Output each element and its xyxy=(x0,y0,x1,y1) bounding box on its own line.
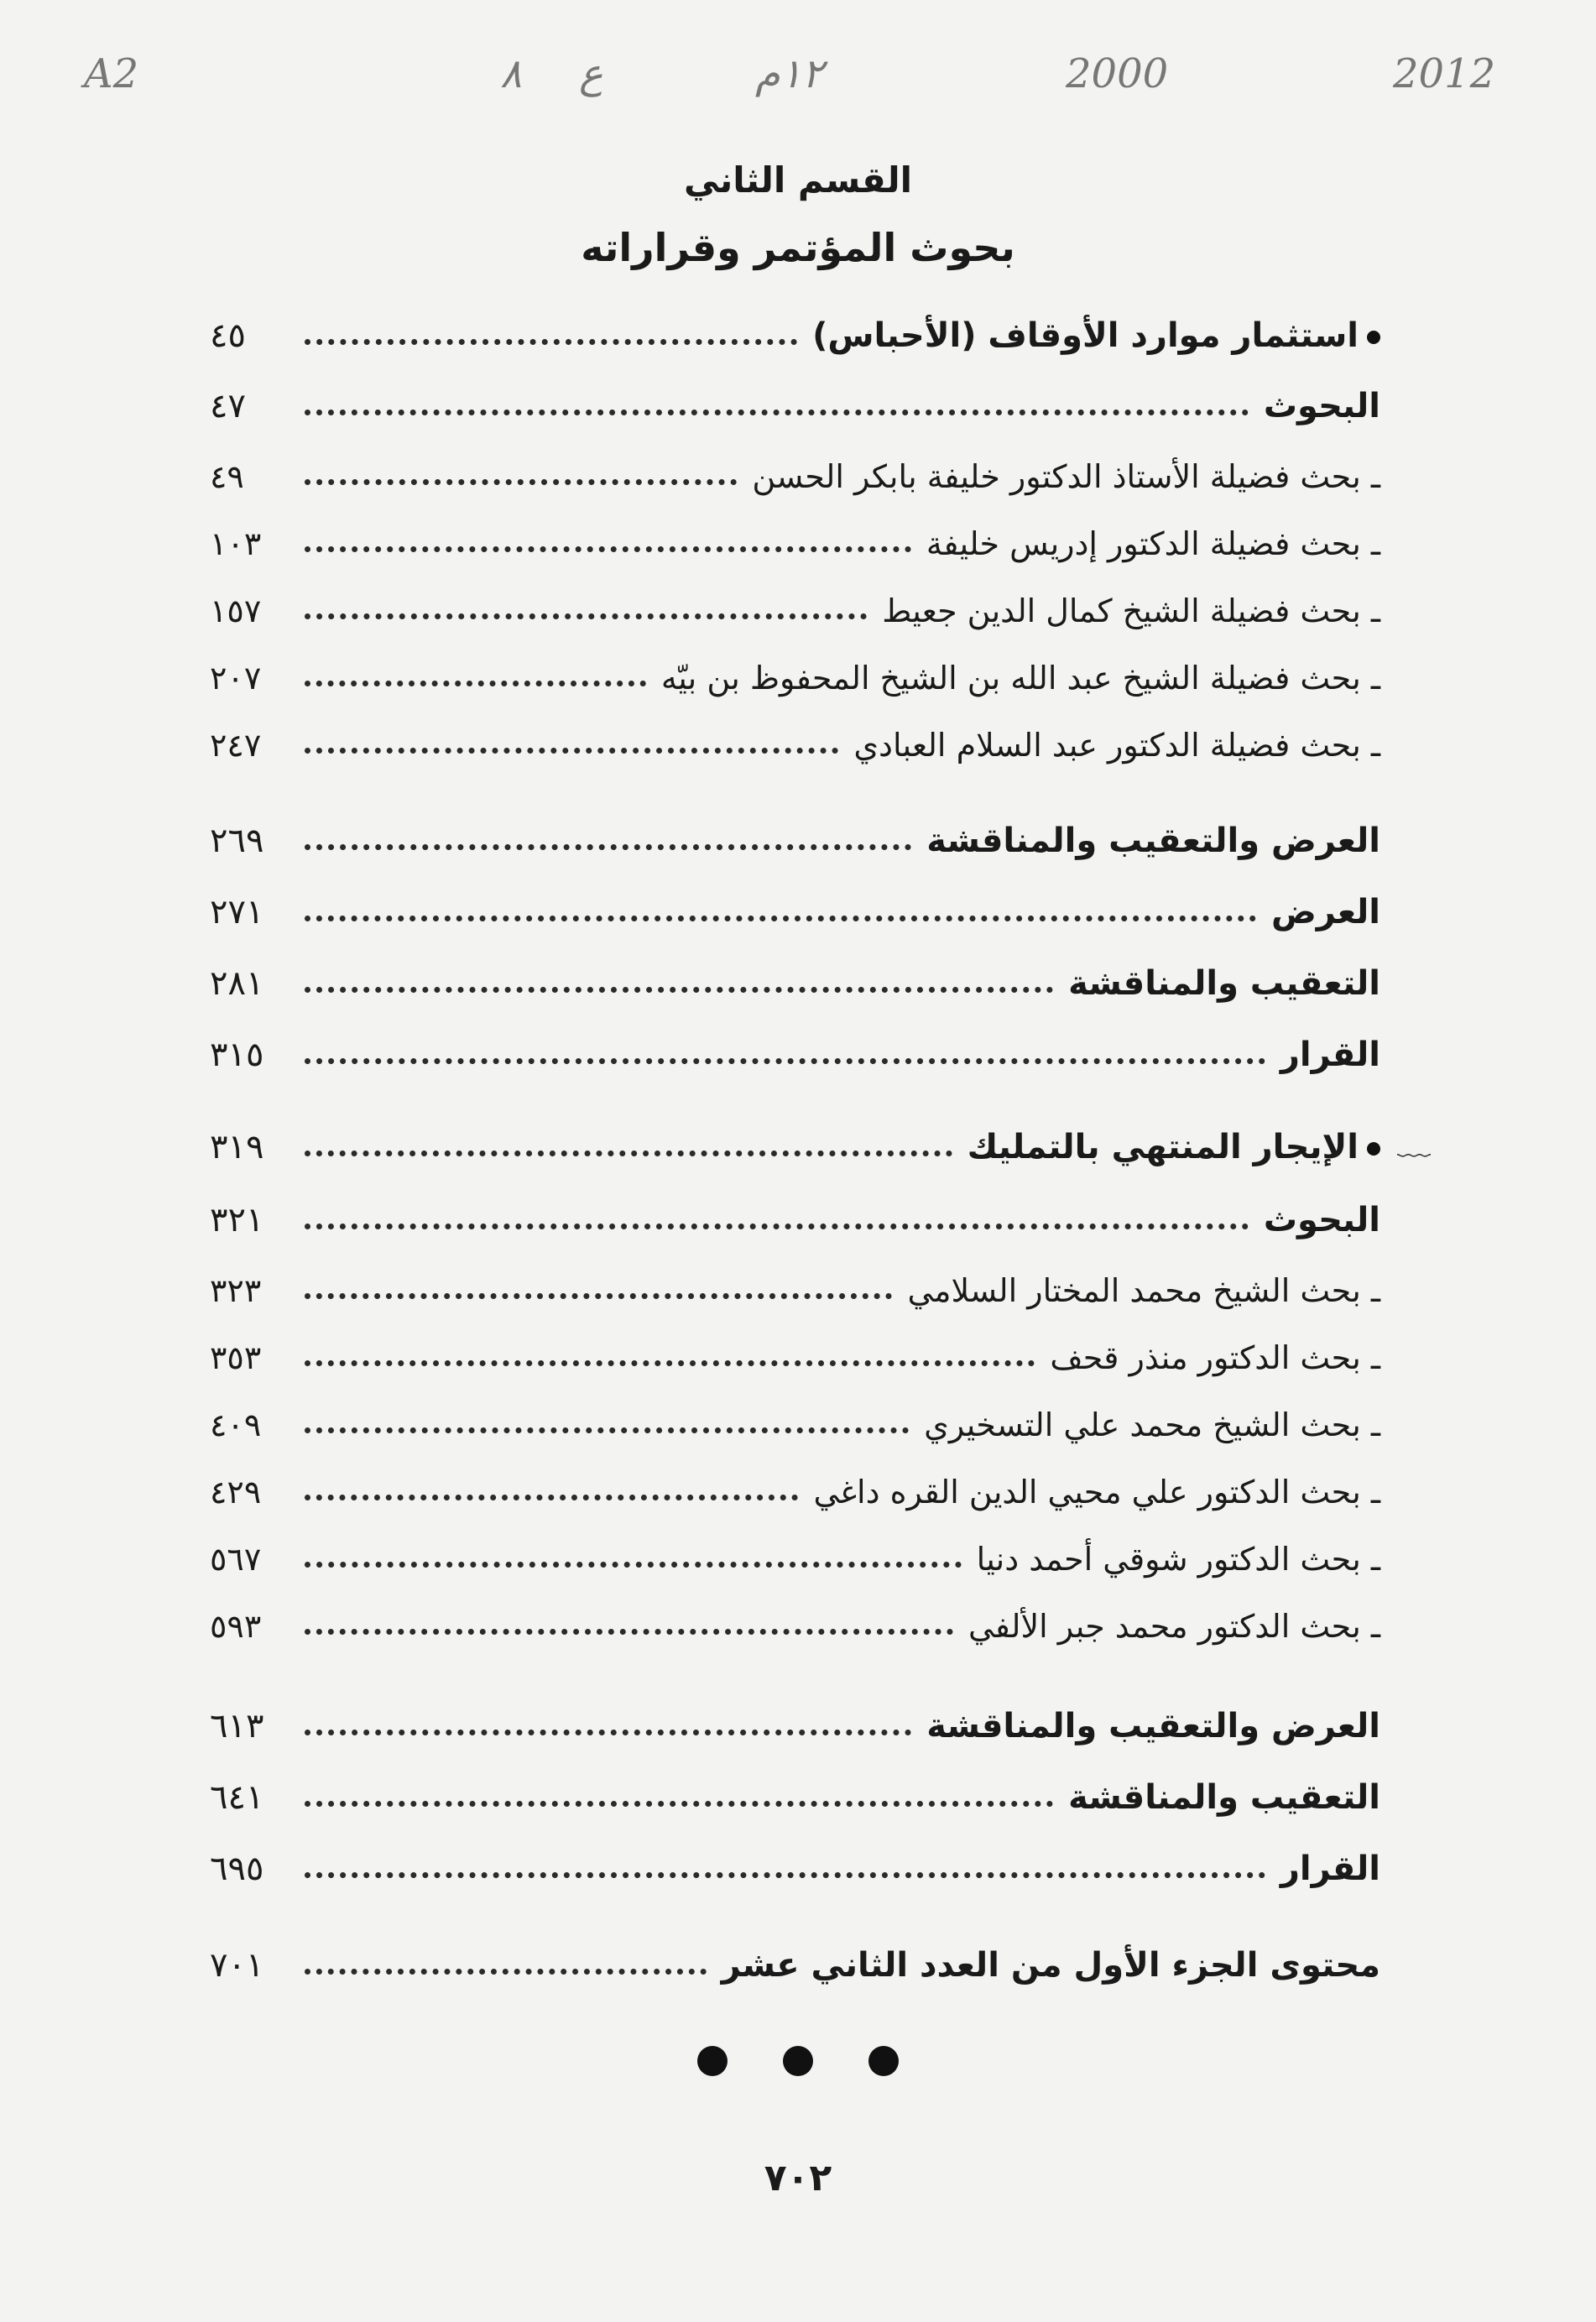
toc-entry-title: القرار xyxy=(1280,1036,1380,1074)
dot-leader xyxy=(305,1058,1265,1064)
dot-leader xyxy=(305,844,911,850)
toc-entry-title: التعقيب والمناقشة xyxy=(1068,964,1380,1003)
toc-entry-title: ـ بحث الدكتور محمد جبر الألفي xyxy=(968,1608,1380,1645)
toc-entry-page: ٥٩٣ xyxy=(210,1608,262,1645)
dot-leader xyxy=(305,1969,707,1975)
toc-entry-title: ـ بحث فضيلة الأستاذ الدكتور خليفة بابكر الحسن xyxy=(752,458,1380,495)
toc-entry-title: ـ بحث الدكتور علي محيي الدين القره داغي xyxy=(813,1474,1380,1511)
toc-entry xyxy=(210,638,1380,697)
toc-entry xyxy=(210,571,1380,629)
toc-entry xyxy=(210,1758,1380,1817)
dot-leader xyxy=(305,987,1053,993)
toc-entry xyxy=(210,1181,1380,1239)
toc-entry-title: الإيجار المنتهي بالتمليك xyxy=(967,1128,1359,1166)
toc-entry xyxy=(210,1452,1380,1511)
handwritten-note: ١٢م xyxy=(755,50,824,97)
toc-entry-page: ٦٩٥ xyxy=(210,1850,264,1888)
toc-entry-title: القرار xyxy=(1280,1850,1380,1888)
toc-entry xyxy=(210,705,1380,764)
toc-entry-page: ٧٠١ xyxy=(210,1946,264,1985)
toc-entry-title: ـ بحث فضيلة الشيخ عبد الله بن الشيخ المحفوظ بن بيّه xyxy=(660,660,1380,697)
toc-entry-page: ٤٥ xyxy=(210,316,246,355)
dot-leader xyxy=(305,748,838,754)
page-number: ٧٠٢ xyxy=(764,2157,832,2199)
ornament-dot xyxy=(868,2046,899,2076)
toc-entry-title: ـ بحث الدكتور منذر قحف xyxy=(1050,1339,1380,1376)
dot-leader xyxy=(305,1495,798,1500)
toc-entry-page: ٢٧١ xyxy=(210,893,264,931)
toc-entry-title: البحوث xyxy=(1263,387,1380,425)
toc-entry-page: ٢٤٧ xyxy=(210,727,262,764)
dot-leader xyxy=(305,1360,1035,1366)
toc-entry-page: ٣٢٣ xyxy=(210,1272,262,1309)
toc-entry xyxy=(210,367,1380,425)
toc-entry-title: ـ بحث الدكتور شوقي أحمد دنيا xyxy=(976,1541,1380,1578)
toc-entry-title: العرض xyxy=(1271,893,1380,931)
dot-leader xyxy=(305,1629,953,1635)
toc-entry-title: ـ بحث الشيخ محمد علي التسخيري xyxy=(924,1406,1380,1443)
dot-leader xyxy=(305,1293,892,1299)
dot-leader xyxy=(305,916,1256,921)
toc-entry-page: ٣١٩ xyxy=(210,1128,264,1166)
toc-entry-title: استثمار موارد الأوقاف (الأحباس) xyxy=(812,316,1359,355)
dot-leader xyxy=(305,479,737,485)
toc-entry-title: ـ بحث الشيخ محمد المختار السلامي xyxy=(907,1272,1380,1309)
toc-entry xyxy=(210,873,1380,931)
toc-entry-page: ١٠٣ xyxy=(210,525,262,562)
toc-entry xyxy=(210,1586,1380,1645)
toc-entry-page: ٤٢٩ xyxy=(210,1474,262,1511)
dot-leader xyxy=(305,1562,962,1568)
dot-leader xyxy=(305,1151,952,1156)
toc-entry-page: ٢٨١ xyxy=(210,964,264,1003)
toc-entry-page: ٥٦٧ xyxy=(210,1541,262,1578)
toc-entry-title: العرض والتعقيب والمناقشة xyxy=(926,1707,1380,1745)
section-title: القسم الثاني xyxy=(683,159,913,201)
toc-entry xyxy=(210,944,1380,1003)
toc-entry-page: ٣٢١ xyxy=(210,1201,264,1239)
margin-tick: ﹏ xyxy=(1397,1124,1431,1162)
dot-leader xyxy=(305,681,646,686)
dot-leader xyxy=(305,613,867,619)
bullet-icon xyxy=(1367,331,1380,344)
ornament-dot xyxy=(783,2046,813,2076)
toc-entry-title: ـ بحث فضيلة الدكتور عبد السلام العبادي xyxy=(853,727,1380,764)
toc-entry-page: ١٥٧ xyxy=(210,592,262,629)
handwritten-note: 2000 xyxy=(1066,50,1169,97)
dot-leader xyxy=(305,546,911,552)
toc-entry xyxy=(210,1926,1380,1985)
dot-leader xyxy=(305,1427,909,1433)
section-end-ornament xyxy=(0,2046,1596,2076)
toc-entry xyxy=(210,296,1380,355)
toc-entry-page: ٤٧ xyxy=(210,387,246,425)
bullet-icon xyxy=(1367,1142,1380,1156)
section-subtitle: بحوث المؤتمر وقراراته xyxy=(581,225,1015,270)
toc-entry xyxy=(210,436,1380,495)
toc-entry xyxy=(210,1687,1380,1745)
dot-leader xyxy=(305,339,797,345)
toc-entry-title: محتوى الجزء الأول من العدد الثاني عشر xyxy=(721,1946,1380,1985)
toc-entry xyxy=(210,1318,1380,1376)
toc-entry xyxy=(210,1250,1380,1309)
toc-entry-page: ٤٠٩ xyxy=(210,1406,262,1443)
toc-entry-page: ٢٦٩ xyxy=(210,822,264,860)
toc-entry-page: ٣٥٣ xyxy=(210,1339,262,1376)
handwritten-note: A2 xyxy=(84,50,139,97)
dot-leader xyxy=(305,1801,1053,1807)
toc-entry-title: التعقيب والمناقشة xyxy=(1068,1778,1380,1817)
toc-entry xyxy=(210,1385,1380,1443)
dot-leader xyxy=(305,1730,911,1735)
toc-entry-title: ـ بحث فضيلة الدكتور إدريس خليفة xyxy=(926,525,1380,562)
dot-leader xyxy=(305,1872,1265,1878)
toc-entry-page: ٦٤١ xyxy=(210,1778,264,1817)
dot-leader xyxy=(305,410,1249,415)
toc-entry-title: ـ بحث فضيلة الشيخ كمال الدين جعيط xyxy=(882,592,1380,629)
toc-entry-page: ٢٠٧ xyxy=(210,660,262,697)
handwritten-note: 2012 xyxy=(1393,50,1496,97)
toc-entry-page: ٣١٥ xyxy=(210,1036,264,1074)
toc-entry xyxy=(210,1015,1380,1074)
toc-entry-title: البحوث xyxy=(1263,1201,1380,1239)
toc-entry-page: ٦١٣ xyxy=(210,1707,264,1745)
handwritten-note: ٨ xyxy=(500,50,522,97)
handwritten-note: ع xyxy=(579,50,603,97)
toc-entry xyxy=(210,801,1380,860)
toc-entry xyxy=(210,1108,1380,1166)
dot-leader xyxy=(305,1224,1249,1229)
toc-entry xyxy=(210,1829,1380,1888)
toc-entry xyxy=(210,1519,1380,1578)
toc-entry-title: العرض والتعقيب والمناقشة xyxy=(926,822,1380,860)
ornament-dot xyxy=(697,2046,728,2076)
toc-entry-page: ٤٩ xyxy=(210,458,244,495)
toc-entry xyxy=(210,504,1380,562)
